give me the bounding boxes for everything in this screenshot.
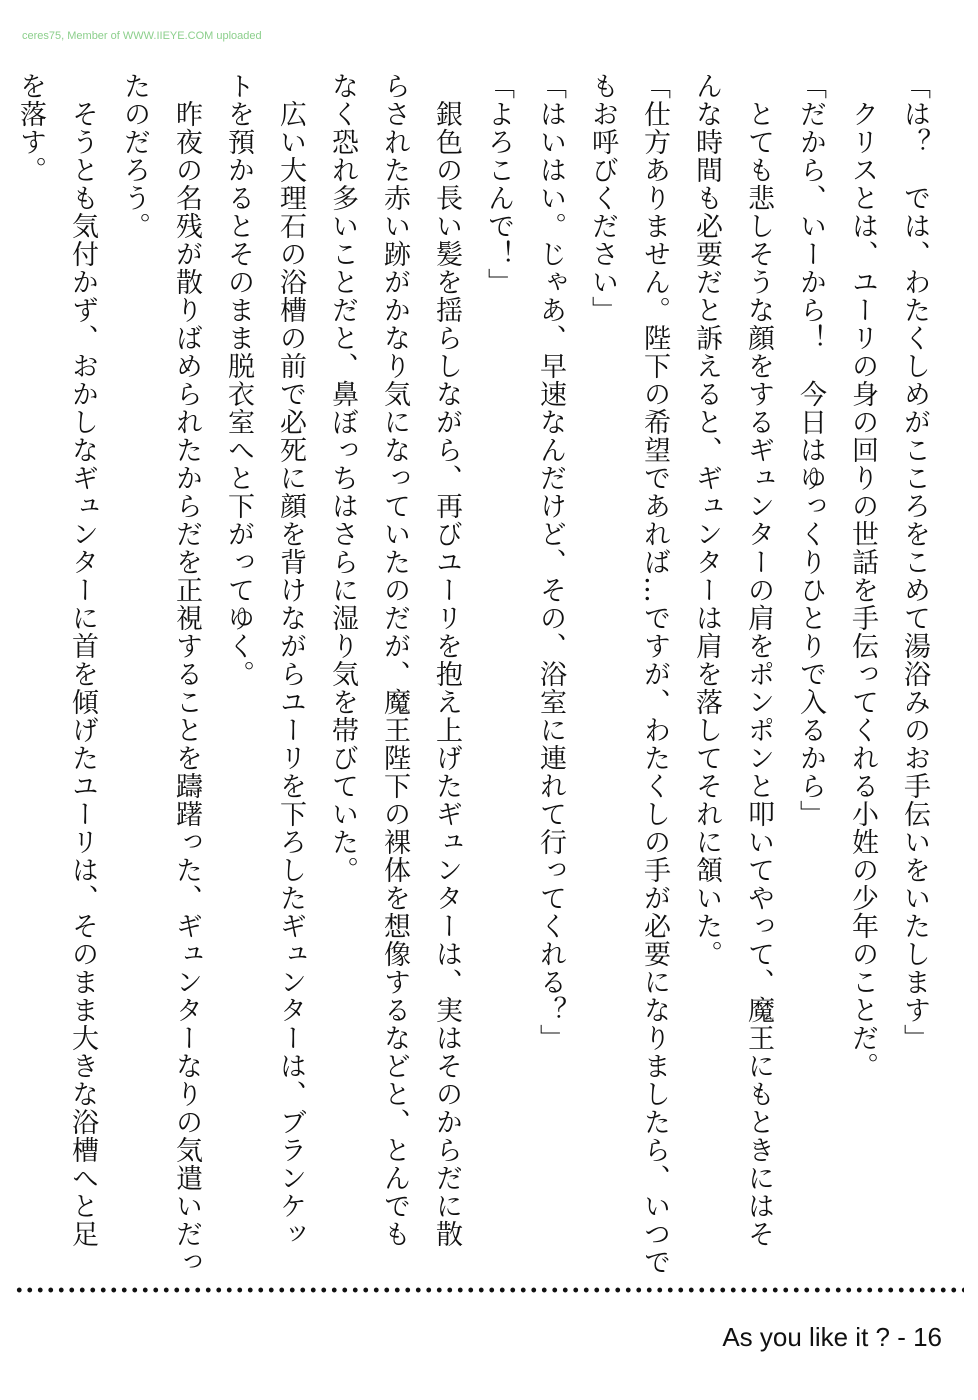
text-line: 「はいはい。じゃあ、早速なんだけど、その、浴室に連れて行ってくれる？」 xyxy=(535,72,566,1052)
vertical-text-body xyxy=(15,72,940,1276)
text-line: クリスとは、ユーリの身の回りの世話を手伝ってくれる小姓の少年のことだ。 xyxy=(847,72,878,1080)
page-footer: As you like it ? - 16 xyxy=(722,1322,942,1352)
text-line: 広い大理石の浴槽の前で必死に顔を背けながらユーリを下ろしたギュンターは、ブランケッ xyxy=(275,72,306,1248)
text-line: そうとも気付かず、おかしなギュンターに首を傾げたユーリは、そのまま大きな浴槽へと足 xyxy=(67,72,98,1248)
dotted-divider xyxy=(14,1286,964,1294)
text-line: たのだろう。 xyxy=(119,72,150,240)
text-line: 「よろこんで！」 xyxy=(483,72,514,296)
text-line: 「は？ では、わたくしめがこころをこめて湯浴みのお手伝いをいたします」 xyxy=(899,72,930,1052)
watermark: ceres75, Member of WWW.IIEYE.COM uploaded xyxy=(22,30,262,42)
text-line: とても悲しそうな顔をするギュンターの肩をポンポンと叩いてやって、魔王にもときにはそ xyxy=(743,72,774,1248)
text-line: を落す。 xyxy=(15,72,46,184)
text-line xyxy=(0,72,4,1202)
text-line: 「仕方ありません。陛下の希望であれば…ですが、わたくしの手が必要になりましたら、いつで xyxy=(639,72,670,1276)
text-line: 「だから、いーから！ 今日はゆっくりひとりで入るから」 xyxy=(795,72,826,828)
text-line: なく恐れ多いことだと、鼻ぼっちはさらに湿り気を帯びていた。 xyxy=(327,72,358,884)
text-line: んな時間も必要だと訴えると、ギュンターは肩を落してそれに頷いた。 xyxy=(691,72,722,968)
text-line: トを預かるとそのまま脱衣室へと下がってゆく。 xyxy=(223,72,254,688)
text-line: もお呼びください」 xyxy=(587,72,618,324)
text-line: 銀色の長い髪を揺らしながら、再びユーリを抱え上げたギュンターは、実はそのからだに散 xyxy=(431,72,462,1248)
text-line: らされた赤い跡がかなり気になっていたのだが、魔王陛下の裸体を想像するなどと、とんでも xyxy=(379,72,410,1248)
text-line: 昨夜の名残が散りばめられたからだを正視することを躊躇った、ギュンターなりの気遣いだっ xyxy=(171,72,202,1276)
